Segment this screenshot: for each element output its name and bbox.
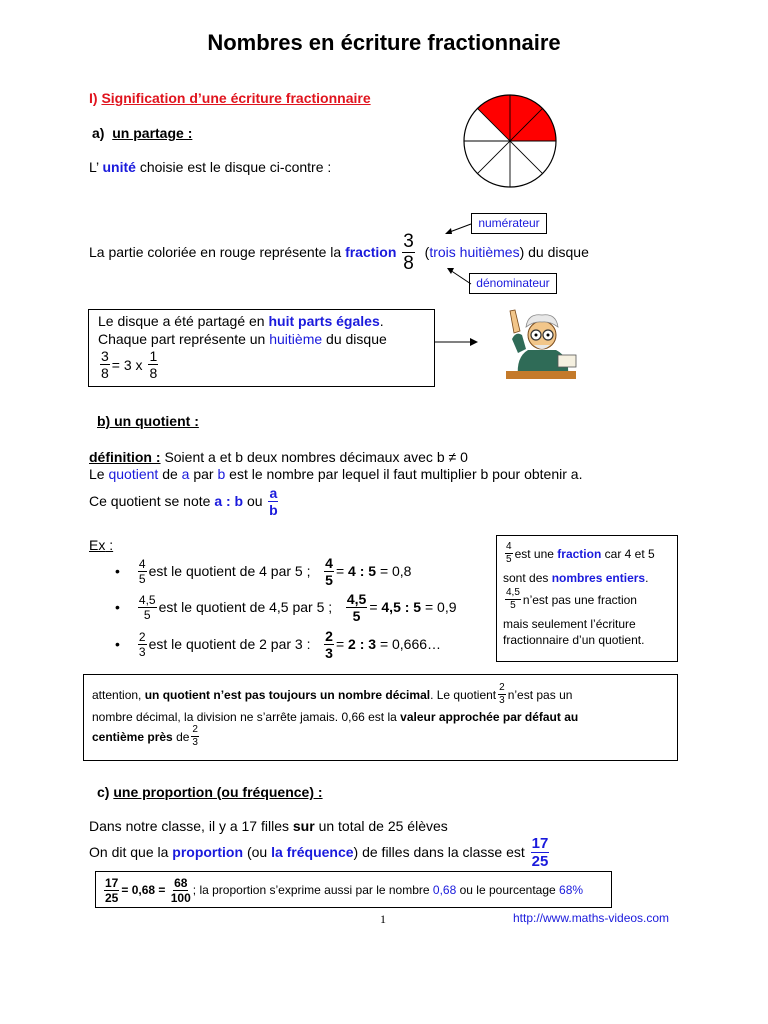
disc-divided-eighths bbox=[462, 93, 558, 189]
fraction-sentence: La partie coloriée en rouge représente la fraction $\frac{3}{8}$ ( trois huitièmes ) du disque bbox=[89, 230, 589, 274]
part-a-heading: a) un partage : bbox=[92, 125, 193, 141]
definition-line: définition : Soient a et b deux nombres décimaux avec b ≠ 0 bbox=[89, 449, 468, 465]
proportion-box: $\frac{17}{25}$ = 0,68 = $\frac{68}{100}$ ; la proportion s’exprime aussi par le nombre 0,68 ou le pourcentage 68% bbox=[95, 871, 612, 908]
examples-label: Ex : bbox=[89, 537, 114, 553]
fraction-three-eighths: $\frac{3}{8}$ bbox=[403, 230, 414, 274]
proportion-sentence: On dit que la proportion (ou la fréquence ) de filles dans la classe est $\frac{17}{25}$ bbox=[89, 834, 549, 870]
arrow-to-illustration bbox=[434, 335, 478, 349]
partition-box: Le disque a été partagé en huit parts égales. Chaque part représente un huitième du disque $\frac{3}{8}$ = 3 x $\frac{1}{8}$ bbox=[88, 309, 435, 387]
numerator-label: numérateur bbox=[471, 213, 547, 234]
class-sentence: Dans notre classe, il y a 17 filles sur un total de 25 élèves bbox=[89, 818, 448, 834]
attention-box: attention, un quotient n’est pas toujours un nombre décimal . Le quotient $\frac{2}{3}$ n’est pas un nombre décimal, la division ne s’arrête jamais. 0,66 est la valeur approchée par défaut au centième près de $\frac{2}{3}$ bbox=[83, 674, 678, 761]
part-b-heading: b) un quotient : bbox=[97, 413, 199, 429]
quotient-definition: Le quotient de a par b est le nombre par lequel il faut multiplier b pour obtenir a. bbox=[89, 466, 583, 482]
section-heading: I) Signification d’une écriture fractionnaire bbox=[89, 90, 371, 106]
footer-link[interactable]: http://www.maths-videos.com bbox=[513, 911, 670, 925]
denominator-label: dénominateur bbox=[469, 273, 557, 294]
part-c-heading: c) une proportion (ou fréquence) : bbox=[97, 784, 323, 800]
unit-sentence: L’ unité choisie est le disque ci-contre : bbox=[89, 159, 332, 175]
example-2: • $\frac{4,5}{5}$ est le quotient de 4,5 par 5 ; $\frac{4,5}{5}$ = 4,5 : 5 = 0,9 bbox=[115, 590, 457, 624]
professor-illustration bbox=[498, 305, 584, 385]
quotient-notation: Ce quotient se note a : b ou $\frac{a}{b}$ bbox=[89, 484, 278, 518]
example-1: • $\frac{4}{5}$ est le quotient de 4 par 5 ; $\frac{4}{5}$ = 4 : 5 = 0,8 bbox=[115, 554, 412, 588]
fraction-note-box: $\frac{4}{5}$ est une fraction car 4 et 5 sont des nombres entiers. $\frac{4,5}{5}$ n’est pas une fraction mais seulement l’écriture fractionnaire d’un quotient. bbox=[496, 535, 678, 662]
page-number: 1 bbox=[380, 912, 386, 926]
example-3: • $\frac{2}{3}$ est le quotient de 2 par 3 : $\frac{2}{3}$ = 2 : 3 = 0,666… bbox=[115, 627, 442, 661]
page-title: Nombres en écriture fractionnaire bbox=[207, 30, 561, 55]
